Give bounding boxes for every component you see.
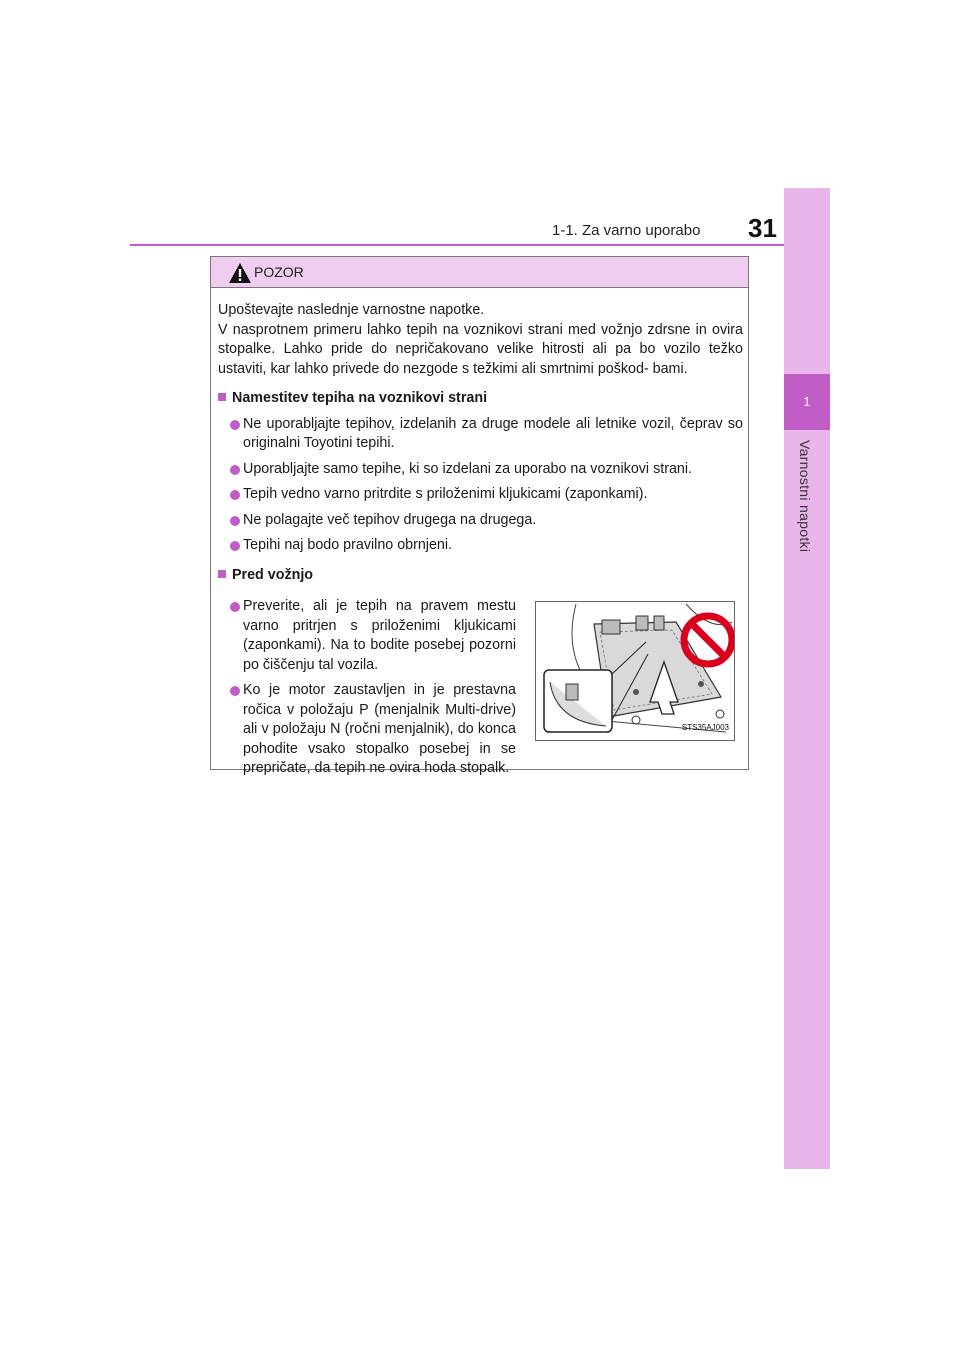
bullet-dot-icon bbox=[230, 602, 240, 612]
bullet-dot-icon bbox=[230, 516, 240, 526]
list-item: Ko je motor zaustavljen in je prestavna ročica v položaju P (menjalnik Multi-drive) ali v položaju N (ročni menjalnik), do konca pohodite vsako stopalko posebej in se prepričate, da tepih ne ovira hoda stopalk. bbox=[218, 681, 516, 779]
bullet-dot-icon bbox=[230, 490, 240, 500]
warning-intro: Upoštevajte naslednje varnostne napotke. bbox=[218, 302, 485, 318]
list-item: Ne uporabljajte tepihov, izdelanih za druge modele ali letnike vozil, čeprav so originalni Toyotini tepihi. bbox=[218, 415, 743, 454]
square-bullet-icon bbox=[218, 393, 226, 401]
floor-mat-illustration bbox=[535, 601, 735, 741]
square-bullet-icon bbox=[218, 570, 226, 578]
header-rule bbox=[130, 244, 830, 246]
page-number: 31 bbox=[748, 213, 777, 243]
bullet-dot-icon bbox=[230, 686, 240, 696]
list-item: Tepihi naj bodo pravilno obrnjeni. bbox=[218, 536, 743, 556]
list-item: Uporabljajte samo tepihe, ki so izdelani za uporabo na voznikovi strani. bbox=[218, 460, 743, 480]
side-tab bbox=[784, 188, 830, 1169]
warning-label: POZOR bbox=[254, 264, 304, 280]
warning-body bbox=[218, 301, 743, 779]
bullet-dot-icon bbox=[230, 465, 240, 475]
warning-header bbox=[211, 257, 748, 288]
figure-row bbox=[218, 597, 743, 779]
warning-triangle-icon bbox=[228, 262, 252, 284]
bullet-dot-icon bbox=[230, 541, 240, 551]
figure-code: STS35AJ003 bbox=[681, 722, 729, 732]
warning-text: V nasprotnem primeru lahko tepih na voznikovi strani med vožnjo zdrsne in ovira stopalke. Lahko pride do nepričakovano velike hitrosti ali pa bo vozilo težko ustaviti, kar lahko privede do nezgode s težkimi ali smrtnimi poškod- bami. bbox=[218, 321, 743, 377]
chapter-number: 1 bbox=[784, 374, 830, 430]
warning-box bbox=[210, 256, 749, 776]
bullet-dot-icon bbox=[230, 420, 240, 430]
section-heading: Namestitev tepiha na voznikovi strani bbox=[218, 389, 743, 409]
chapter-title: Varnostni napotki bbox=[797, 440, 813, 553]
list-item: Ne polagajte več tepihov drugega na drugega. bbox=[218, 511, 743, 531]
section-heading: Pred vožnjo bbox=[218, 566, 743, 586]
list-item: Tepih vedno varno pritrdite s priloženimi kljukicami (zaponkami). bbox=[218, 485, 743, 505]
list-item: Preverite, ali je tepih na pravem mestu varno pritrjen s priloženimi kljukicami (zaponkami). Na to bodite posebej pozorni po čiščenju tal vozila. bbox=[218, 597, 516, 675]
section-title: 1-1. Za varno uporabo bbox=[552, 222, 701, 239]
